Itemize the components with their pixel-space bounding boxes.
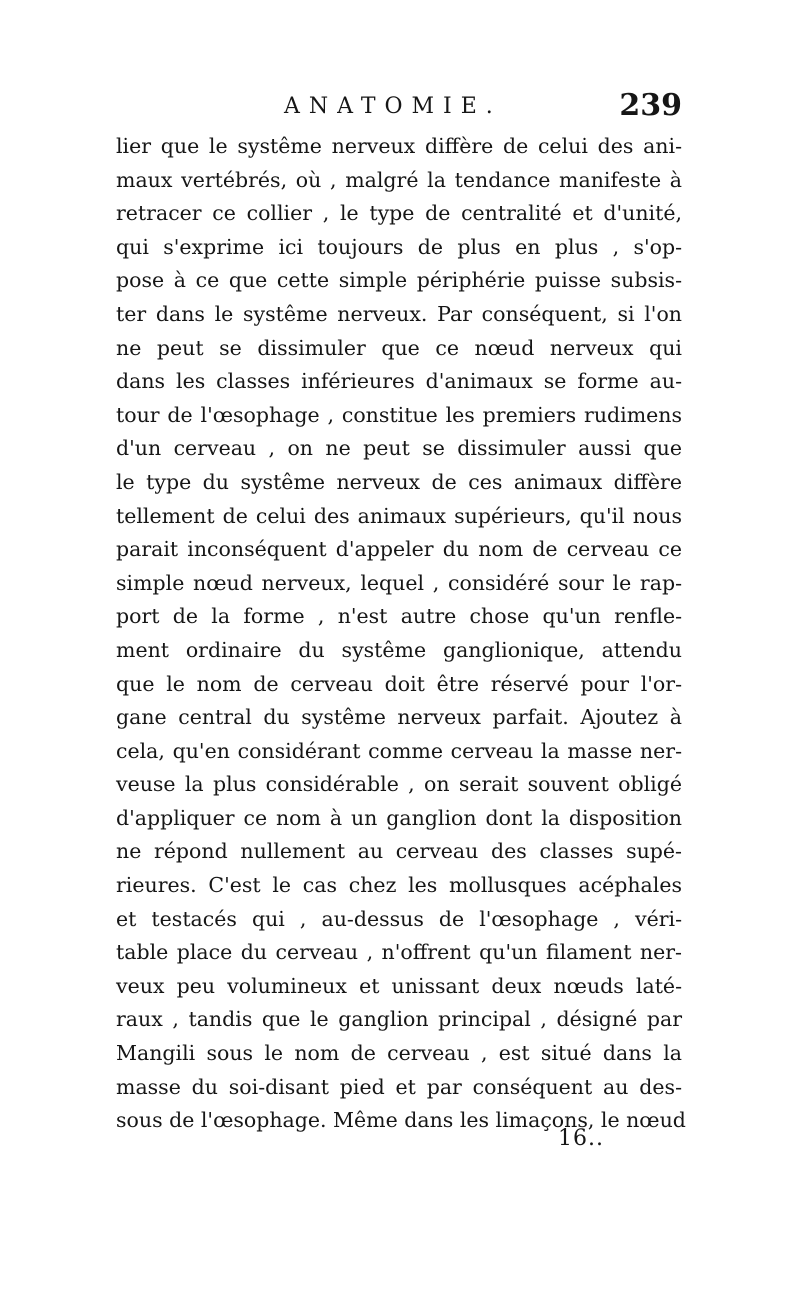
text-line: tellement de celui des animaux supérieurs, qu'il nous: [116, 503, 682, 528]
text-line: et testacés qui , au-dessus de l'œsophage , véri-: [116, 906, 682, 931]
text-line: d'appliquer ce nom à un ganglion dont la disposition: [116, 805, 682, 830]
text-line: rieures. C'est le cas chez les mollusques acéphales: [116, 873, 682, 898]
body-text: [116, 130, 686, 1138]
text-line: masse du soi-disant pied et par conséquent au des-: [116, 1074, 682, 1099]
text-line: Mangili sous le nom de cerveau , est situé dans la: [116, 1041, 682, 1066]
text-line: ne répond nullement au cerveau des classes supé-: [116, 839, 682, 864]
text-line: dans les classes inférieures d'animaux se forme au-: [116, 369, 682, 394]
text-line: port de la forme , n'est autre chose qu'un renfle-: [116, 604, 682, 629]
text-line: gane central du systême nerveux parfait. Ajoutez à: [116, 705, 682, 730]
text-line: qui s'exprime ici toujours de plus en plus , s'op-: [116, 234, 682, 259]
text-line: veuse la plus considérable , on serait souvent obligé: [116, 772, 682, 797]
text-line: raux , tandis que le ganglion principal , désigné par: [116, 1007, 682, 1032]
text-line: que le nom de cerveau doit être réservé pour l'or-: [116, 671, 682, 696]
text-line: sous de l'œsophage. Même dans les limaçons, le nœud: [116, 1108, 686, 1133]
signature-mark: 16..: [558, 1126, 604, 1151]
text-line: d'un cerveau , on ne peut se dissimuler aussi que: [116, 436, 682, 461]
text-line: ment ordinaire du systême ganglionique, attendu: [116, 637, 682, 662]
text-line: maux vertébrés, où , malgré la tendance manifeste à: [116, 167, 682, 192]
text-line: lier que le systême nerveux diffère de celui des ani-: [116, 134, 682, 158]
text-line: ter dans le systême nerveux. Par conséquent, si l'on: [116, 301, 682, 326]
running-head: ANATOMIE.: [284, 94, 502, 119]
text-line: pose à ce que cette simple périphérie puisse subsis-: [116, 268, 682, 293]
page-number: 239: [619, 88, 682, 123]
text-line: cela, qu'en considérant comme cerveau la masse ner-: [116, 738, 682, 763]
text-line: ne peut se dissimuler que ce nœud nerveux qui: [116, 335, 682, 360]
text-line: tour de l'œsophage , constitue les premiers rudimens: [116, 402, 682, 427]
text-line: le type du systême nerveux de ces animaux diffère: [116, 469, 682, 494]
text-line: table place du cerveau , n'offrent qu'un filament ner-: [116, 940, 682, 965]
page-header: [116, 88, 682, 130]
text-line: veux peu volumineux et unissant deux nœuds laté-: [116, 973, 682, 998]
text-line: retracer ce collier , le type de centralité et d'unité,: [116, 201, 682, 226]
text-line: simple nœud nerveux, lequel , considéré sour le rap-: [116, 570, 682, 595]
text-line: parait inconséquent d'appeler du nom de cerveau ce: [116, 537, 682, 562]
